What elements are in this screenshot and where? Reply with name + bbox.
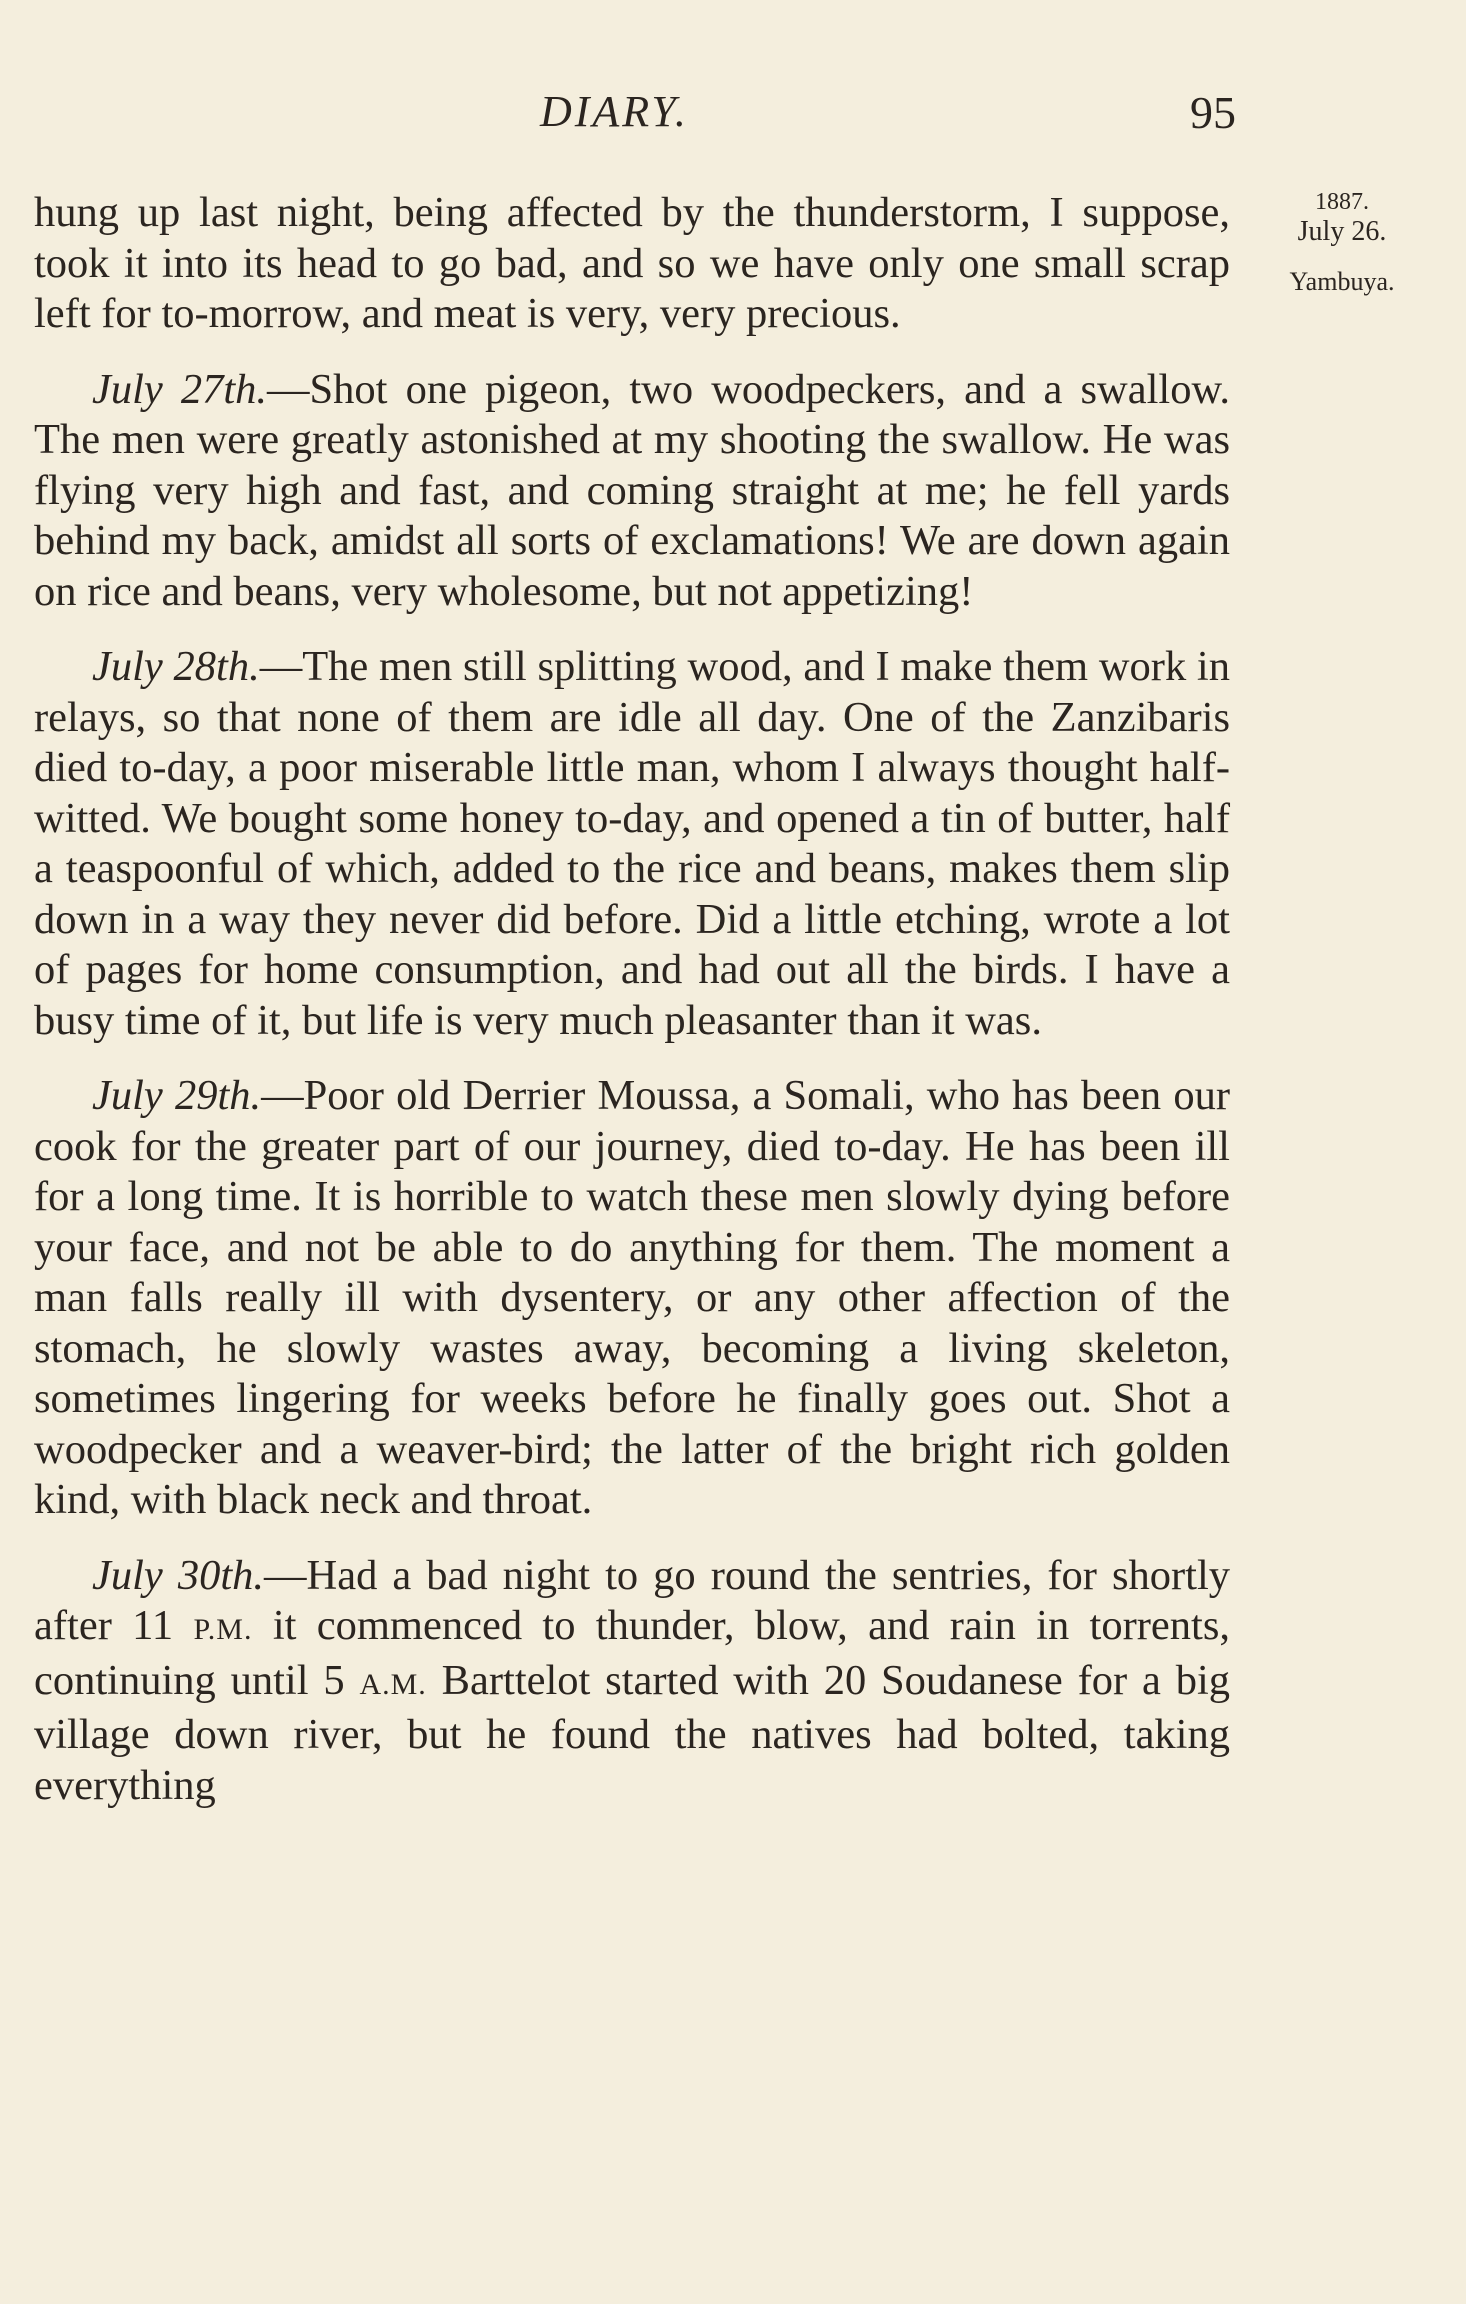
entry-text: —Shot one pigeon, two woodpeckers, and a swallow. The men were greatly astonished at my shooting the swallow. He was flying very high and fast, and coming straight at me; he fell yards behind my back, amidst all sorts of exclamations! We are down again on rice and beans, very wholesome, but not appetizing! bbox=[34, 365, 1231, 615]
time-abbrev-pm: P.M. bbox=[193, 1613, 253, 1646]
diary-entry-july-29 bbox=[34, 1071, 1230, 1526]
entry-date: July 28th. bbox=[92, 643, 260, 690]
time-abbrev-am: A.M. bbox=[359, 1667, 427, 1701]
margin-place: Yambuya. bbox=[1289, 267, 1395, 296]
body-text bbox=[34, 188, 1230, 1811]
diary-entry-july-27 bbox=[34, 365, 1230, 618]
running-title: DIARY. bbox=[540, 87, 689, 136]
page-number: 95 bbox=[1190, 87, 1236, 138]
entry-text-part: it commenced to thunder, blow, and rain in torrents, continuing until 5 bbox=[34, 1602, 1231, 1704]
entry-date: July 27th. bbox=[92, 365, 268, 413]
entry-date: July 30th. bbox=[92, 1551, 265, 1599]
paragraph-text: hung up last night, being affected by the thunderstorm, I suppose, took it into its head to go bad, and so we have only one small scrap left for to-morrow, and meat is very, very precious. bbox=[34, 189, 1230, 337]
diary-entry-july-28 bbox=[34, 642, 1230, 1046]
margin-date: July 26. bbox=[1297, 216, 1387, 247]
running-head bbox=[540, 86, 1236, 146]
entry-date: July 29th. bbox=[92, 1072, 262, 1119]
margin-note bbox=[1262, 188, 1422, 296]
entry-text-part: Barttelot started with 20 Soudanese for a big village down river, but he found the natives had bolted, taking everything bbox=[34, 1656, 1231, 1809]
margin-year: 1887. bbox=[1315, 189, 1369, 215]
paragraph-continuation bbox=[34, 188, 1230, 340]
entry-text: —The men still splitting wood, and I make them work in relays, so that none of them are idle all day. One of the Zanzibaris died to-day, a poor miserable little man, whom I always thought half-witted. We bought some honey to-day, and opened a tin of butter, half a teaspoonful of which, added to the rice and beans, makes them slip down in a way they never did before. Did a little etching, wrote a lot of pages for home consumption, and had out all the birds. I have a busy time of it, but life is very much pleasanter than it was. bbox=[34, 643, 1230, 1044]
diary-entry-july-30 bbox=[34, 1551, 1230, 1812]
entry-text: —Poor old Derrier Moussa, a Somali, who has been our cook for the greater part of our journey, died to-day. He has been ill for a long time. It is horrible to watch these men slowly dying before your face, and not be able to do anything for them. The moment a man falls really ill with dysentery, or any other affection of the stomach, he slowly wastes away, becoming a living skeleton, sometimes lingering for weeks before he finally goes out. Shot a woodpecker and a weaver-bird; the latter of the bright rich golden kind, with black neck and throat. bbox=[34, 1072, 1231, 1523]
entry-text-part: —Had a bad night to go round the sentries, for shortly after 11 bbox=[34, 1551, 1231, 1649]
